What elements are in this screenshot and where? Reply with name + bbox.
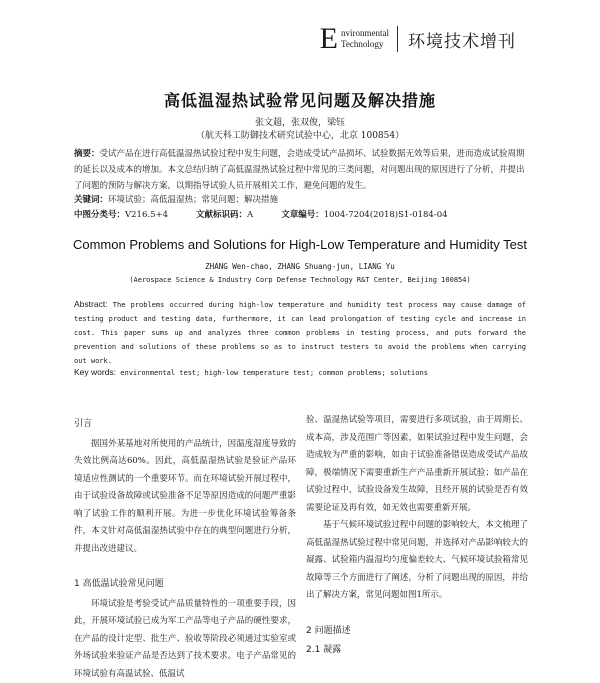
cn-title: 高低温湿热试验常见问题及解决措施: [0, 88, 600, 111]
clc-label: 中图分类号：: [74, 210, 125, 220]
cn-abstract: [74, 146, 526, 194]
clc-value: V216.5+4: [125, 210, 168, 220]
cn-keywords-text: 环境试验；高低温湿热；常见问题；解决措施: [108, 195, 278, 205]
section-gap: [306, 605, 528, 619]
cn-authors: 张文超，张双俊，梁钰: [0, 115, 600, 128]
cn-abstract-label: 摘要：: [74, 149, 100, 159]
section-gap: [74, 558, 296, 572]
intro-heading: 引言: [74, 416, 296, 434]
en-keywords: [74, 367, 526, 377]
right-paragraph-2: 基于气候环境试验过程中问题的影响较大，本文梳理了高低温湿热试验过程中常见问题，并选择对产品影响较大的凝露、试验箱内温湿均匀度偏差较大、气候环境试验箱常见故障等三个方面进行了阐述，分析了问题出现的原因，并给出了解决方案，常见问题如图1所示。: [306, 517, 528, 605]
section-2-1-heading: 2.1 凝露: [306, 642, 528, 660]
section-1-heading: 1 高低温试验常见问题: [74, 576, 296, 594]
body-right-column: [306, 412, 528, 662]
en-authors: ZHANG Wen-chao, ZHANG Shuang-jun, LIANG Yu: [0, 262, 600, 271]
cn-keywords: [74, 192, 526, 208]
en-affiliation: (Aerospace Science & Industry Corp Defense Technology R&T Center, Beijing 100854): [0, 276, 600, 284]
en-keywords-label: Key words:: [74, 367, 116, 377]
article-no-label: 文章编号：: [281, 210, 324, 220]
right-paragraph-1: 验、温湿热试验等项目，需要进行多项试验，由于周期长、成本高，涉及范围广等因素，如果试验过程中发生问题，会造成较为严重的影响，如由于试验准备错误造成受试产品故障，极端情况下需要重新生产产品重新开展试验；如产品在试验过程中，试验设备发生故障，且经开展的试验是否有效需要论证及再有效，如无效也需要重新开展。: [306, 412, 528, 517]
logo-word-1: nvironmental: [341, 28, 389, 39]
header-divider: [397, 26, 398, 52]
cn-keywords-label: 关键词：: [74, 195, 108, 205]
journal-name: 环境技术增刊: [408, 27, 516, 52]
cn-meta: [74, 208, 526, 220]
cn-affiliation: （航天科工防御技术研究试验中心，北京 100854）: [0, 128, 600, 141]
intro-paragraph: 据国外某基地对所使用的产品统计，因温度湿度导致的失效比例高达60%。因此，高低温湿热试验是验证产品环境适应性测试的一个重要环节。而在环境试验开展过程中，由于试验设备故障或试验准备不足等原因造成的问题严重影响了试验工作的顺利开展。为进一步优化环境试验筹备条件，本文针对高低温湿热试验中存在的典型问题进行分析，并提出改进建议。: [74, 436, 296, 559]
en-abstract-label: Abstract:: [74, 299, 108, 309]
en-abstract: [74, 297, 526, 368]
section-1-paragraph: 环境试验是考验受试产品质量特性的一项重要手段，因此，开展环境试验已成为军工产品等电子产品的硬性要求，在产品的设计定型、批生产、验收等阶段必须通过实验室或外场试验来验证产品是否达到了技术要求。电子产品常见的环境试验有高温试验、低温试: [74, 596, 296, 683]
doc-code-value: A: [247, 210, 253, 220]
en-keywords-text: environmental test; high-low temperature test; common problems; solutions: [120, 369, 428, 377]
doc-code-label: 文献标识码：: [196, 210, 247, 220]
en-abstract-text: The problems occurred during high-low temperature and humidity test process may cause damage of testing product and testing data, furthermore, it can lead prolongation of testing cycle and increase in cost. This paper sums up and analyzes three common problems in testing process, and puts forward the prevention and solutions of these problems so as to instruct testers to avoid the problems when carrying out work.: [74, 301, 526, 365]
journal-header: [320, 22, 516, 56]
en-title: Common Problems and Solutions for High-Low Temperature and Humidity Test: [0, 237, 600, 252]
section-2-heading: 2 问题描述: [306, 623, 528, 641]
journal-logo: [320, 24, 389, 54]
cn-abstract-text: 受试产品在进行高低温湿热试验过程中发生问题，会造成受试产品损坏、试验数据无效等后果，进而造成试验周期的延长以及成本的增加。本文总结归纳了高低温湿热试验过程中常见的三类问题，对问题出现的原因进行了分析，并提出了问题的预防与解决方案，以期指导试验人员开展相关工作，避免问题的发生。: [74, 149, 525, 191]
body-left-column: [74, 412, 296, 683]
logo-letter: E: [320, 24, 338, 54]
logo-word-2: Technology: [341, 39, 389, 50]
article-no-value: 1004-7204(2018)S1-0184-04: [324, 210, 448, 220]
